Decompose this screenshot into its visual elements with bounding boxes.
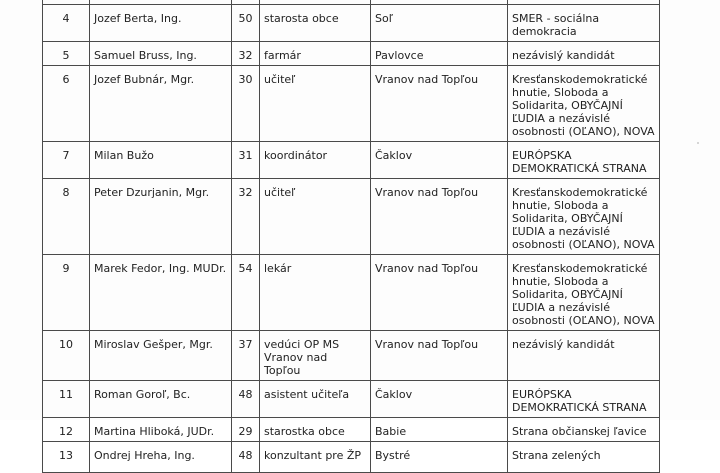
candidate-age-cell: 48 bbox=[232, 442, 260, 473]
candidate-residence-cell: Čaklov bbox=[371, 381, 508, 418]
row-number-cell: 13 bbox=[43, 442, 90, 473]
candidate-party-cell: Kresťanskodemokratické hnutie, Sloboda a Solidarita, OBYČAJNÍ ĽUDIA a nezávislé osobnosti (OĽANO), NOVA bbox=[508, 66, 660, 142]
candidate-occupation-cell: učiteľ bbox=[260, 66, 371, 142]
candidate-party-cell: Strana zelených bbox=[508, 442, 660, 473]
candidate-name-cell: Peter Dzurjanin, Mgr. bbox=[90, 179, 232, 255]
candidate-residence-cell: Vranov nad Topľou bbox=[371, 331, 508, 381]
row-number-cell: 6 bbox=[43, 66, 90, 142]
candidate-age-cell: 54 bbox=[232, 255, 260, 331]
table-row bbox=[43, 442, 660, 473]
candidate-party-cell: Kresťanskodemokratické hnutie, Sloboda a Solidarita, OBYČAJNÍ ĽUDIA a nezávislé osobnosti (OĽANO), NOVA bbox=[508, 255, 660, 331]
candidate-age-cell: 31 bbox=[232, 142, 260, 179]
candidate-occupation-cell: starosta obce bbox=[260, 5, 371, 42]
table-row bbox=[43, 179, 660, 255]
candidate-party-cell: nezávislý kandidát bbox=[508, 42, 660, 66]
candidate-name-cell: Ondrej Hreha, Ing. bbox=[90, 442, 232, 473]
candidate-occupation-cell: učiteľ bbox=[260, 179, 371, 255]
candidate-residence-cell: Vranov nad Topľou bbox=[371, 66, 508, 142]
candidate-name-cell: Marek Fedor, Ing. MUDr. bbox=[90, 255, 232, 331]
candidate-age-cell: 32 bbox=[232, 42, 260, 66]
candidate-occupation-cell: farmár bbox=[260, 42, 371, 66]
candidate-occupation-cell: lekár bbox=[260, 255, 371, 331]
candidate-occupation-cell: asistent učiteľa bbox=[260, 381, 371, 418]
candidate-residence-cell: Pavlovce bbox=[371, 42, 508, 66]
table-row bbox=[43, 331, 660, 381]
candidate-party-cell: Kresťanskodemokratické hnutie, Sloboda a Solidarita, OBYČAJNÍ ĽUDIA a nezávislé osobnosti (OĽANO), NOVA bbox=[508, 179, 660, 255]
candidate-residence-cell: Vranov nad Topľou bbox=[371, 179, 508, 255]
candidate-party-cell: nezávislý kandidát bbox=[508, 331, 660, 381]
row-number-cell: 11 bbox=[43, 381, 90, 418]
candidate-name-cell: Martina Hliboká, JUDr. bbox=[90, 418, 232, 442]
candidate-occupation-cell: konzultant pre ŽP bbox=[260, 442, 371, 473]
table-row bbox=[43, 381, 660, 418]
row-number-cell: 4 bbox=[43, 5, 90, 42]
table-row bbox=[43, 142, 660, 179]
candidate-occupation-cell: koordinátor bbox=[260, 142, 371, 179]
candidate-age-cell: 48 bbox=[232, 381, 260, 418]
row-number-cell: 7 bbox=[43, 142, 90, 179]
row-number-cell: 9 bbox=[43, 255, 90, 331]
candidate-age-cell: 37 bbox=[232, 331, 260, 381]
row-number-cell: 8 bbox=[43, 179, 90, 255]
scan-speck bbox=[697, 142, 699, 144]
candidate-party-cell: EURÓPSKA DEMOKRATICKÁ STRANA bbox=[508, 381, 660, 418]
candidate-residence-cell: Vranov nad Topľou bbox=[371, 255, 508, 331]
candidate-party-cell: Strana občianskej ľavice bbox=[508, 418, 660, 442]
candidate-name-cell: Jozef Berta, Ing. bbox=[90, 5, 232, 42]
candidate-age-cell: 30 bbox=[232, 66, 260, 142]
candidate-residence-cell: Babie bbox=[371, 418, 508, 442]
candidate-residence-cell: Čaklov bbox=[371, 142, 508, 179]
candidate-name-cell: Milan Bužo bbox=[90, 142, 232, 179]
candidate-name-cell: Jozef Bubnár, Mgr. bbox=[90, 66, 232, 142]
candidate-occupation-cell: starostka obce bbox=[260, 418, 371, 442]
candidate-age-cell: 50 bbox=[232, 5, 260, 42]
candidate-party-cell: EURÓPSKA DEMOKRATICKÁ STRANA bbox=[508, 142, 660, 179]
candidate-name-cell: Miroslav Gešper, Mgr. bbox=[90, 331, 232, 381]
row-number-cell: 10 bbox=[43, 331, 90, 381]
candidate-table-body bbox=[43, 0, 660, 473]
row-number-cell: 12 bbox=[43, 418, 90, 442]
candidate-table bbox=[42, 0, 660, 473]
candidate-party-cell: SMER - sociálna demokracia bbox=[508, 5, 660, 42]
table-row bbox=[43, 255, 660, 331]
candidate-age-cell: 32 bbox=[232, 179, 260, 255]
row-number-cell: 5 bbox=[43, 42, 90, 66]
table-row bbox=[43, 42, 660, 66]
table-row bbox=[43, 5, 660, 42]
candidate-age-cell: 29 bbox=[232, 418, 260, 442]
table-row bbox=[43, 66, 660, 142]
table-row bbox=[43, 418, 660, 442]
candidate-residence-cell: Soľ bbox=[371, 5, 508, 42]
candidate-occupation-cell: vedúci OP MS Vranov nad Topľou bbox=[260, 331, 371, 381]
candidate-residence-cell: Bystré bbox=[371, 442, 508, 473]
candidate-name-cell: Samuel Bruss, Ing. bbox=[90, 42, 232, 66]
candidate-name-cell: Roman Goroľ, Bc. bbox=[90, 381, 232, 418]
